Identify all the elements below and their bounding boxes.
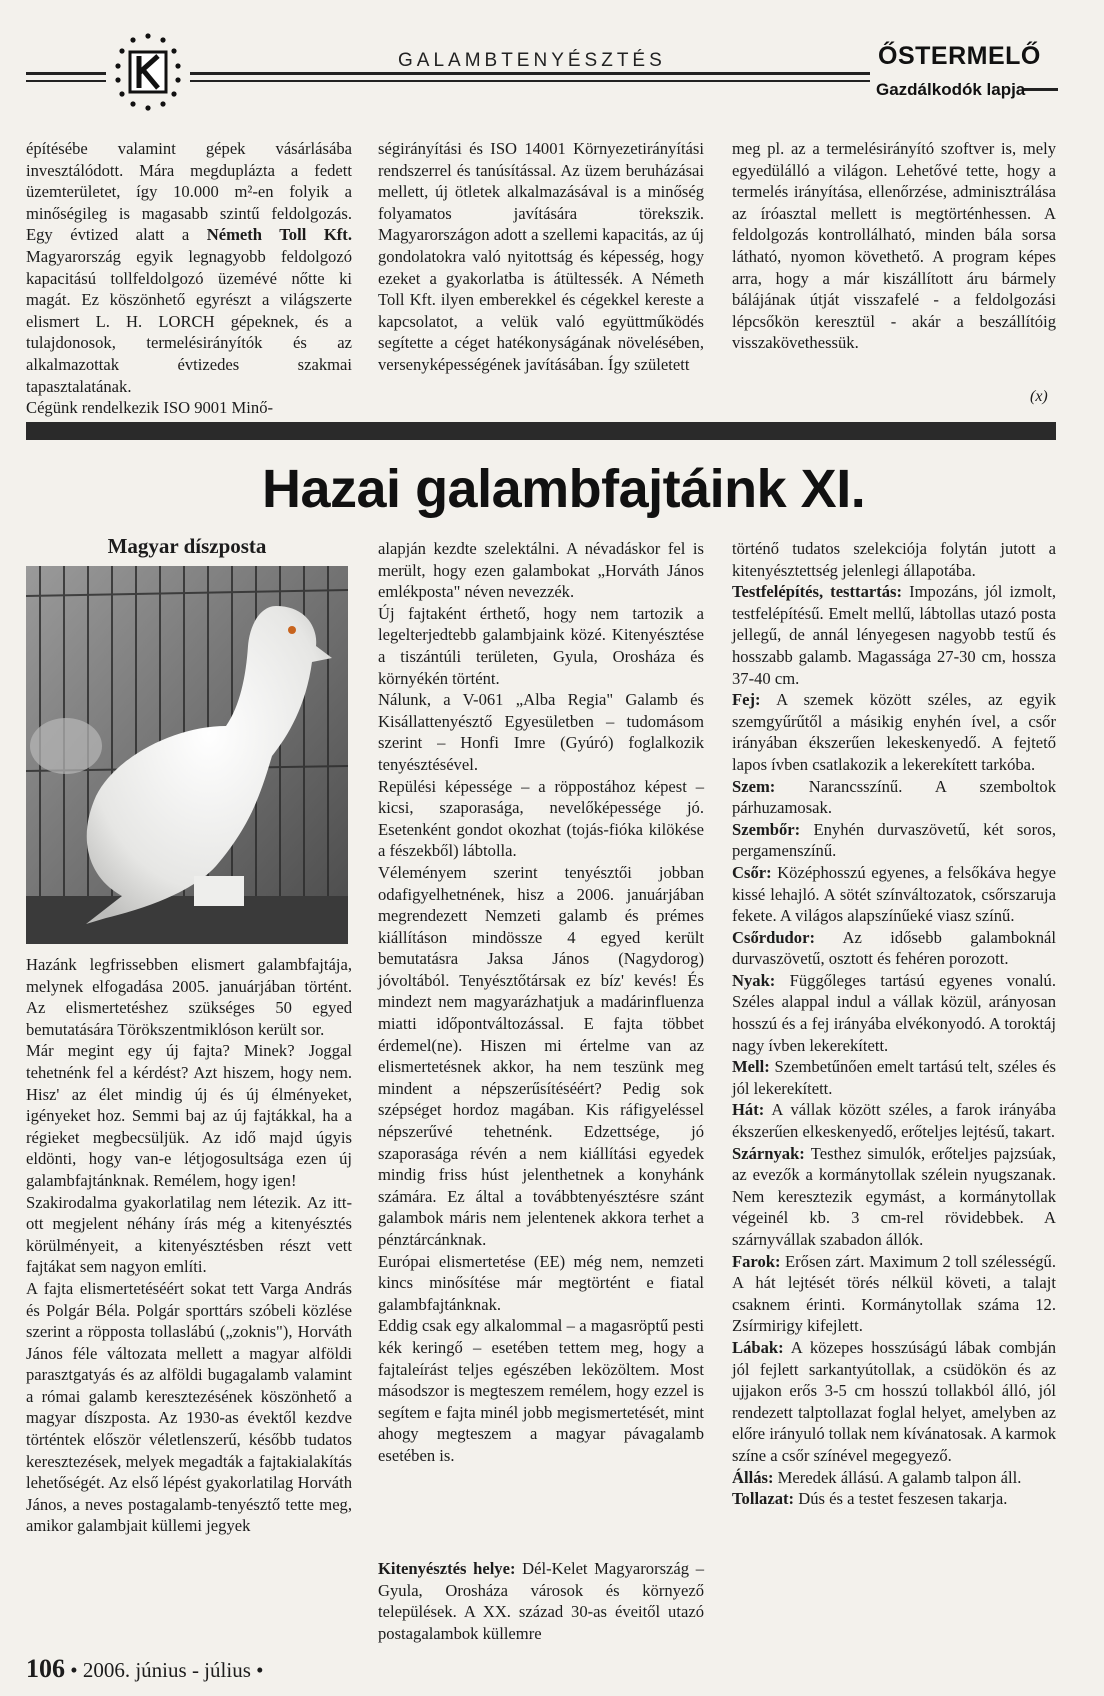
prev-article-col2: ségirányítási és ISO 14001 Környezetirányítási rendszerrel és tanúsítással. Az üzem beruházásai mellett, új ötletek alkalmazásával is a minőség folyamatos javítására törekszik. Magyarországon adott a szellemi kapacitás, az új gondolatokra való nyitottság és képesség, hogy ezeket a gyakorlatba is átültessék. A Németh Toll Kft. ilyen emberekkel és cégekkel kereste a kapcsolatot, a velük való együttműködés segítette a céget hatékonyságának növelésében, versenyképességének javításában. Így született (378, 139, 704, 374)
breed-standard-item: Lábak: A közepes hosszúságú lábak combján jól fejlett sarkantyútollak, a csüdökön és az ujjakon erős 3-5 cm hosszú tollakból álló, jól rendezett talptollazat foglal helyet, amelyben az előre irányuló tollak nem kívánatosak. A karmok színe a csőr színével megegyező. (732, 1337, 1056, 1465)
header-rule-mid (190, 72, 870, 75)
breed-standard-item: Nyak: Függőleges tartású egyenes vonalú. Széles alappal indul a vállak közül, arányosan hosszú és a fej irányába elvékonyodó. A toroktáj nagy ívben lekerekített. (732, 970, 1056, 1055)
article-col2: alapján kezdte szelektálni. A névadáskor fel is merült, hogy ezen galambokat „Horváth János emlékposta" néven nevezzék. Új fajtaként érthető, hogy nem tartozik a legelterjedtebb galambjaink közé. Kitenyésztése a tiszántúli területen, Gyula, Orosháza és környékén történt. Nálunk, a V-061 „Alba Regia" Galamb és Kisállattenyésztő Egyesületben – tudomásom szerint – Honfi Imre (Gyúró) foglalkozik tenyésztésével. Repülési képessége – a röppostához képest – kicsi, szaporasága, nevelőképessége jó. Esetenként gondot okozhat (tojás-fióka kilökése a fészekből) lábtolla. Véleményem szerint tenyésztői jobban odafigyelhetnének, hisz a 2006. januárjában megrendezett Nemzeti galamb és prémes kiállításon mindössze 4 egyed került bemutatásra Jaksa János (Nagydorog) jóvoltából. Tenyésztőtársak ez bíz' kevés! És mindezt nem magyarázhatjuk a madárinfluenza miatti időpontváltozással. E fajta többet érdemel(ne). Hiszen mi értelme van az elismertetésnek akkor, ha nem teszünk meg mindent a népszerűsítéséért? Pedig sok szépséget hordoz magában. Kis ráfigyeléssel népszerűvé tehetnénk. Edzettsége, jó szaporasága révén a nem kiállítási egyedek mindig friss húst jelenthetnek a konyhánk számára. Ez által a továbbtenyésztésre szánt galambok máris nem jelentenek akkora terhet a pénztárcánknak. Európai elismertetése (EE) még nem, nemzeti kincs minősítése már megtörtént e fiatal galambfajtánknak. Eddig csak egy alkalommal – a magasröptű pesti kék keringő – esetében tettem meg, hogy a fajtaleírást teljes egészében leközöltem. Most másodszor is megteszem remélem, hogy ezzel is segítem e fajta minél jobb megismertetését, mint ahogy megteszem a magyar pávagalamb esetében is. (378, 539, 704, 1465)
header-rule-left-lower (26, 80, 106, 82)
photo-caption: Magyar díszposta (107, 534, 267, 558)
header-rule-left (26, 72, 106, 75)
pigeon-photo (26, 566, 348, 944)
breed-standard-item: Szembőr: Enyhén durvaszövetű, két soros, pergamenszínű. (732, 819, 1056, 861)
breed-standard-item: Állás: Meredek állású. A galamb talpon áll. (732, 1467, 1022, 1487)
breed-standard-item: Csőrdudor: Az idősebb galamboknál durvaszövetű, osztott és fehéren porozott. (732, 927, 1056, 969)
pigeon-illustration-icon (26, 566, 348, 944)
issue-date: • 2006. június - július • (65, 1658, 264, 1682)
magazine-logo-icon (106, 30, 190, 114)
breed-standard-item: Hát: A vállak között széles, a farok irányába ékszerűen elkeskenyedő, erőteljes lejtésű, takart. (732, 1100, 1056, 1142)
article-col3: történő tudatos szelekciója folytán jutott a kitenyésztettség jelenlegi állapotába. Testfelépítés, testtartás: Impozáns, jól izmolt, testfelépítésű. Emelt mellű, lábtollas utazó posta jellegű, de annál lényegesen nagyobb testű és hosszabb galamb. Magassága 27-30 cm, hossza 37-40 cm. Fej: A szemek között széles, az egyik szemgyűrűtől a másikig enyhén ível, a csőr irányában ékszerűen lekeskenyedő. A fejtető lapos ívben csatlakozik a lekerekített tarkóba. Szem: Narancsszínű. A szemboltok párhuzamosak. Szembőr: Enyhén durvaszövetű, két soros, pergamenszínű. Csőr: Középhosszú egyenes, a felsőkáva hegye kissé lehajló. A sötét színváltozatok, csőrszaruja fekete. A világos alapszínűeké viasz színű. Csőrdudor: Az idősebb galamboknál durvaszövetű, osztott és fehéren porozott. Nyak: Függőleges tartású egyenes vonalú. Széles alappal indul a vállak közül, arányosan hosszú és a fej irányába elvékonyodó. A toroktáj nagy ívben lekerekített. Mell: Szembetűnően emelt tartású telt, széles és jól lekerekített. Hát: A vállak között széles, a farok irányába ékszerűen elkeskenyedő, erőteljes lejtésű, takart. Szárnyak: Testhez simulók, erőteljes pajzsúak, az evezők a kormánytollak szélein nyugszanak. Nem keresztezik egymást, a kormánytollak végeinél kb. 3 cm-rel rövidebbek. A szárnyvállak szabadon állók. Farok: Erősen zárt. Maximum 2 toll szélességű. A hát lejtését törés nélkül követi, a talajt csaknem érinti. Kormánytollak száma 12. Zsírmirigy kifejlett. Lábak: A közepes hosszúságú lábak combján jól fejlett sarkantyútollak, a csüdökön és az ujjakon erős 3-5 cm hosszú tollakból álló, jól rendezett talptollazat foglal helyet, amelyben az előre irányuló tollak nem kívánatosak. A karmok színe a csőr színével megegyező. Állás: Meredek állású. A galamb talpon áll. Tollazat: Dús és a testet feszesen takarja. (732, 539, 1056, 1509)
breed-standard-item: Mell: Szembetűnően emelt tartású telt, széles és jól lekerekített. (732, 1057, 1056, 1098)
article-title: Hazai galambfajtáink XI. (262, 459, 866, 519)
prev-article-col3: meg pl. az a termelésirányító szoftver is, mely egyedülálló a világon. Lehetővé tette, hogy a termelés irányítása, ellenőrzése, adminisztrálása az íróasztal mellett is megtörténhessen. A feldolgozás kontrollálható, minden bála sorsa látható, nyomon követhető. A program képes arra, hogy a már kiszállított áru bármely bálájának útját visszafelé - a feldolgozási lépcsőkön keresztül - akár a beszállítóig visszakövethessük. (732, 139, 1056, 353)
breed-standard-item: Tollazat: Dús és a testet feszesen takarja. (732, 1489, 1008, 1509)
breed-standard-item: Testfelépítés, testtartás: Impozáns, jól izmolt, testfelépítésű. Emelt mellű, lábtollas utazó posta jellegű, de annál lényegesen nagyobb testű és hosszabb galamb. Magassága 27-30 cm, hossza 37-40 cm. (732, 582, 1056, 688)
article-col2-origin: Kitenyésztés helye: Dél-Kelet Magyarország – Gyula, Orosháza városok és környező települések. A XX. század 30-as éveitől utazó postagalambok küllemre (378, 1559, 705, 1643)
article-separator-bar (26, 422, 1056, 440)
page-footer (26, 1654, 263, 1684)
magazine-subtitle: Gazdálkodók lapja (876, 80, 1026, 99)
magazine-title: ŐSTERMELŐ (878, 42, 1041, 70)
breed-standard-item: Szem: Narancsszínű. A szemboltok párhuzamosak. (732, 776, 1056, 818)
breed-standard-item: Szárnyak: Testhez simulók, erőteljes pajzsúak, az evezők a kormánytollak szélein nyugszanak. Nem keresztezik egymást, a kormánytollak végeinél kb. 3 cm-rel rövidebbek. A szárnyvállak szabadon állók. (732, 1143, 1056, 1249)
header-rule-right (1022, 88, 1058, 91)
section-title: GALAMBTENYÉSZTÉS (398, 50, 666, 71)
breed-standard-item: Fej: A szemek között széles, az egyik szemgyűrűtől a másikig enyhén ível, a csőr irányában ékszerűen lekeskenyedő. A fejtető lapos ívben csatlakozik a lekerekített tarkóba. (732, 690, 1056, 774)
breed-standard-item: Csőr: Középhosszú egyenes, a felsőkáva hegye kissé lehajló. A sötét színváltozatok, csőrszaruja fekete. A világos alapszínűeké viasz színű. (732, 862, 1056, 926)
breed-standard-item: Farok: Erősen zárt. Maximum 2 toll szélességű. A hát lejtését törés nélkül követi, a talajt csaknem érinti. Kormánytollak száma 12. Zsírmirigy kifejlett. (732, 1251, 1056, 1336)
page-number: 106 (26, 1654, 65, 1683)
article-col1: Hazánk legfrissebben elismert galambfajtája, melynek elfogadása 2005. januárjában történt. Az elismertetéshez szükséges 50 egyed bemutatására Törökszentmiklóson került sor. Már megint egy új fajta? Minek? Joggal tehetnénk fel a kérdést? Azt hiszem, hogy nem. Hisz' az élet mindig új és új élményeket, igényeket hoz. Semmi baj az új fajtákkal, ha a régieket megbecsüljük. Az idő majd úgyis eldönti, hogy van-e létjogosultsága ezen új galambfajtánknak. Remélem, hogy igen! Szakirodalma gyakorlatilag nem létezik. Az itt-ott megjelent néhány írás még a kitenyésztés körülményeit, a kitenyésztésben részt vett fajtákat sem nagyon említi. A fajta elismertetéséért sokat tett Varga András és Polgár Béla. Polgár sporttárs szóbeli közlése szerint a röpposta tollaslábú („zoknis"), Horváth János féle változata mellett a magyar alföldi parasztgatyás és az alföldi bugagalamb valamint a római galamb keresztezésének köszönhető a magyar díszposta. Az 1930-as évektől kezdve történtek először véletlenszerű, később tudatos keresztezések, melyek megadták a fajtakialakítás lehetőségét. Az első lépést gyakorlatilag Horváth János, a neves postagalamb-tenyésztő tette meg, amikor galambjait küllemi jegyek (26, 955, 352, 1536)
advert-mark: (x) (1030, 388, 1048, 405)
header-rule-mid-lower (190, 80, 870, 82)
prev-article-col1: építésébe valamint gépek vásárlásába invesztálódott. Mára megduplázta a fedett üzemterületet, így 10.000 m²-en folyik a minőségileg is magasabb szintű feldolgozás. Egy évtized alatt a Németh Toll Kft. Magyarország egyik legnagyobb feldolgozó kapacitású tollfeldolgozó üzemévé nőtte ki magát. Ez köszönhető egyrészt a világszerte elismert L. H. LORCH gépeknek, és a tulajdonosok, termelésirányítók és az alkalmazottak évtizedes szakmai tapasztalatának. Cégünk rendelkezik ISO 9001 Minő- (26, 139, 352, 418)
